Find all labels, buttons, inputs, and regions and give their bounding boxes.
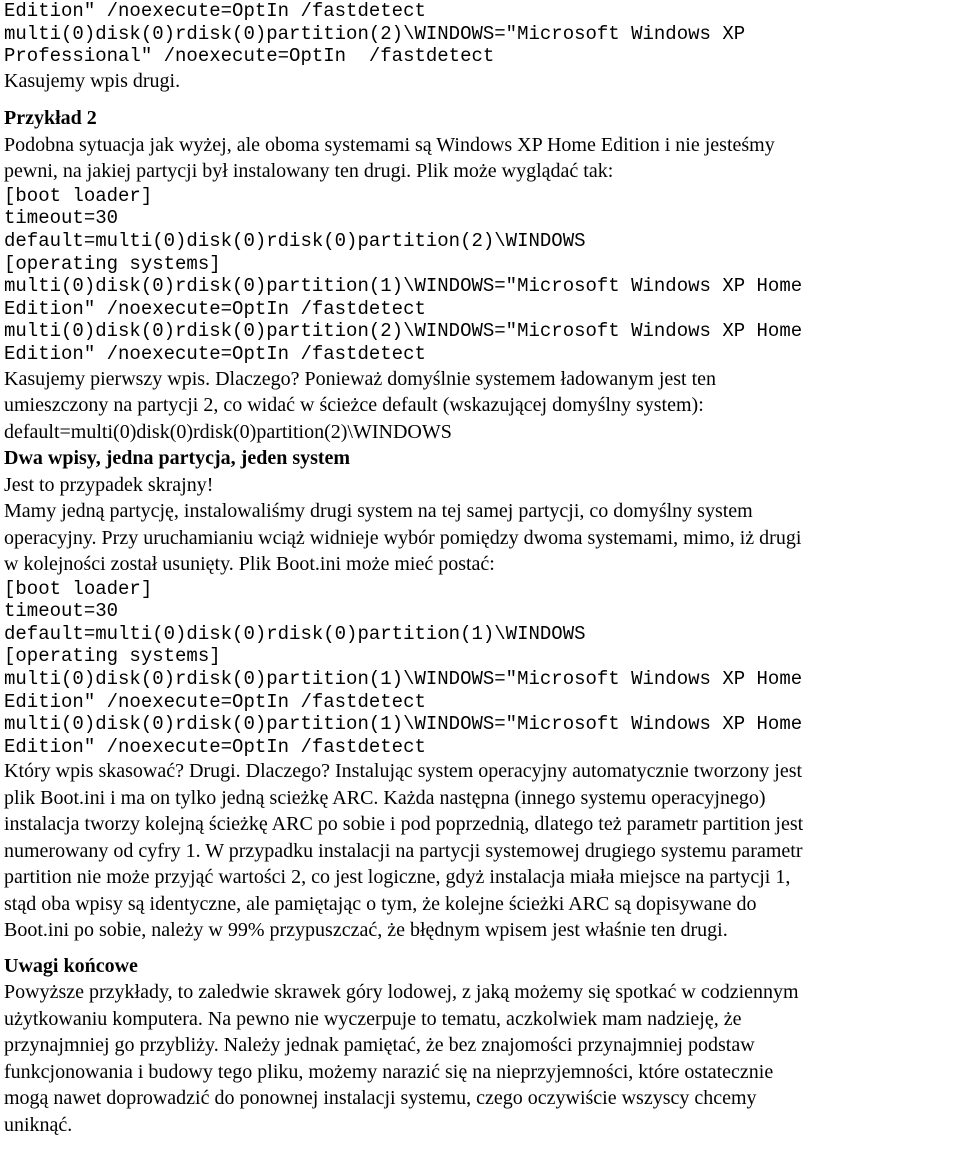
- paragraph-line: uniknąć.: [4, 1113, 73, 1136]
- paragraph-line: Boot.ini po sobie, należy w 99% przypuszczać, że błędnym wpisem jest właśnie ten drugi.: [4, 919, 728, 942]
- paragraph-line: default=multi(0)disk(0)rdisk(0)partition(2)\WINDOWS: [4, 420, 452, 443]
- paragraph-line: w kolejności został usunięty. Plik Boot.ini może mieć postać:: [4, 553, 495, 576]
- section-heading-example-2: Przykład 2: [4, 107, 97, 130]
- code-line: default=multi(0)disk(0)rdisk(0)partition(2)\WINDOWS: [4, 229, 586, 252]
- paragraph-line: partition nie może przyjąć wartości 2, co jest logiczne, gdyż instalacja miała miejsce na partycji 1,: [4, 866, 791, 889]
- code-line: default=multi(0)disk(0)rdisk(0)partition(1)\WINDOWS: [4, 622, 586, 645]
- code-line: Professional" /noexecute=OptIn /fastdetect: [4, 45, 495, 68]
- top-code-block: [4, 0, 958, 68]
- paragraph-line: instalacja tworzy kolejną ścieżkę ARC po sobie i pod poprzednią, dlatego też parametr partition jest: [4, 813, 804, 836]
- code-line: [operating systems]: [4, 645, 221, 668]
- paragraph-line: Mamy jedną partycję, instalowaliśmy drugi system na tej samej partycji, co domyślny system: [4, 500, 753, 523]
- paragraph-line: użytkowaniu komputera. Na pewno nie wyczerpuje to tematu, aczkolwiek mam nadzieję, że: [4, 1007, 742, 1030]
- paragraph-line: mogą nawet doprowadzić do ponownej instalacji systemu, czego oczywiście wszyscy chcemy: [4, 1087, 757, 1110]
- paragraph-line: stąd oba wpisy są identyczne, ale pamiętając o tym, że kolejne ścieżki ARC są dopisywane do: [4, 892, 757, 915]
- paragraph-line: Powyższe przykłady, to zaledwie skrawek góry lodowej, z jaką możemy się spotkać w codziennym: [4, 981, 799, 1004]
- two-entries-explanation: [4, 758, 958, 944]
- paragraph-line: Kasujemy wpis drugi.: [4, 69, 181, 92]
- code-line: Edition" /noexecute=OptIn /fastdetect: [4, 0, 426, 22]
- code-line: timeout=30: [4, 600, 119, 623]
- code-line: Edition" /noexecute=OptIn /fastdetect: [4, 690, 426, 713]
- two-entries-text: [4, 472, 958, 578]
- document-page: [4, 0, 958, 1138]
- code-line: multi(0)disk(0)rdisk(0)partition(1)\WINDOWS="Microsoft Windows XP Home: [4, 713, 803, 736]
- example2-explanation: [4, 366, 958, 446]
- paragraph-line: funkcjonowania i budowy tego pliku, możemy narazić się na nieprzyjemności, które ostatecznie: [4, 1060, 774, 1083]
- code-line: [boot loader]: [4, 184, 153, 207]
- paragraph-line: Podobna sytuacja jak wyżej, ale oboma systemami są Windows XP Home Edition i nie jesteśmy: [4, 133, 775, 156]
- code-line: Edition" /noexecute=OptIn /fastdetect: [4, 342, 426, 365]
- final-remarks-text: [4, 979, 958, 1138]
- paragraph-line: operacyjny. Przy uruchamianiu wciąż widnieje wybór pomiędzy dwoma systemami, mimo, iż drugi: [4, 526, 802, 549]
- code-line: multi(0)disk(0)rdisk(0)partition(1)\WINDOWS="Microsoft Windows XP Home: [4, 667, 803, 690]
- code-line: [operating systems]: [4, 252, 221, 275]
- code-line: Edition" /noexecute=OptIn /fastdetect: [4, 297, 426, 320]
- code-line: multi(0)disk(0)rdisk(0)partition(2)\WINDOWS="Microsoft Windows XP: [4, 22, 746, 45]
- paragraph-line: Który wpis skasować? Drugi. Dlaczego? Instalując system operacyjny automatycznie tworzony jest: [4, 760, 803, 783]
- paragraph-line: Jest to przypadek skrajny!: [4, 473, 214, 496]
- example2-text: [4, 132, 958, 185]
- paragraph-line: pewni, na jakiej partycji był instalowany ten drugi. Plik może wyglądać tak:: [4, 160, 614, 183]
- code-line: Edition" /noexecute=OptIn /fastdetect: [4, 735, 426, 758]
- code-line: [boot loader]: [4, 577, 153, 600]
- section-heading-final-remarks: Uwagi końcowe: [4, 954, 138, 977]
- paragraph-line: Kasujemy pierwszy wpis. Dlaczego? Ponieważ domyślnie systemem ładowanym jest ten: [4, 367, 717, 390]
- paragraph-line: przynajmniej go przybliży. Należy jednak pamiętać, że bez znajomości przynajmniej podstaw: [4, 1034, 755, 1057]
- code-line: timeout=30: [4, 207, 119, 230]
- paragraph-line: numerowany od cyfry 1. W przypadku instalacji na partycji systemowej drugiego systemu parametr: [4, 839, 803, 862]
- two-entries-code-block: [4, 578, 958, 759]
- code-line: multi(0)disk(0)rdisk(0)partition(2)\WINDOWS="Microsoft Windows XP Home: [4, 320, 803, 343]
- paragraph-line: plik Boot.ini i ma on tylko jedną scieżkę ARC. Każda następna (innego systemu operacyjnego): [4, 786, 766, 809]
- paragraph-line: umieszczony na partycji 2, co widać w ścieżce default (wskazującej domyślny system):: [4, 394, 704, 417]
- example2-code-block: [4, 185, 958, 366]
- code-line: multi(0)disk(0)rdisk(0)partition(1)\WINDOWS="Microsoft Windows XP Home: [4, 275, 803, 298]
- section-heading-two-entries: Dwa wpisy, jedna partycja, jeden system: [4, 447, 351, 470]
